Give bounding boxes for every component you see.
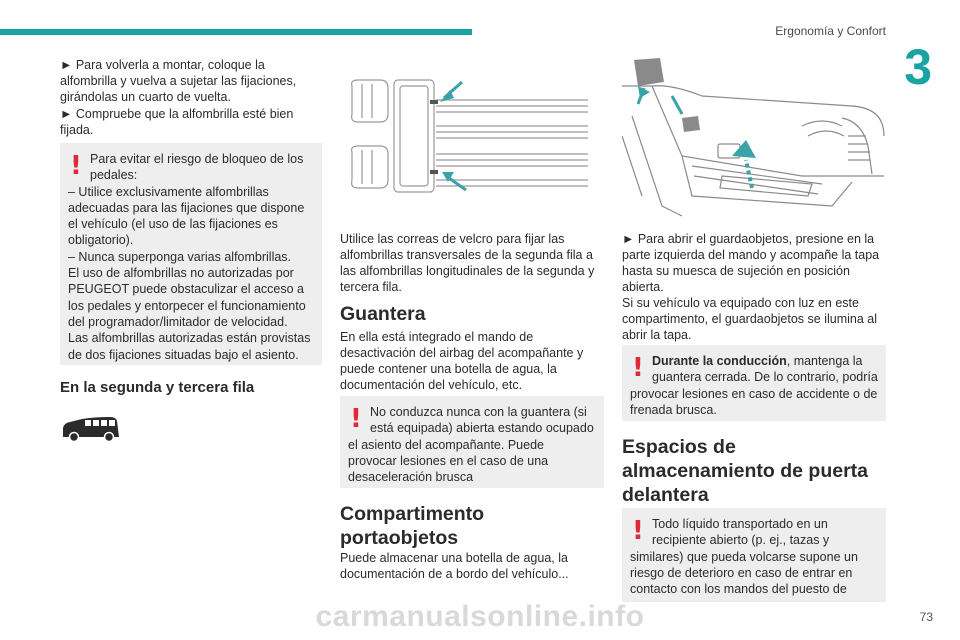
- van-icon: [60, 416, 122, 444]
- header-title: Ergonomía y Confort: [775, 24, 886, 38]
- warning-text: – Utilice exclusivamente alfombrillas adecuadas para las fijaciones que dispone el vehículo (el uso de las fijaciones es obligatorio). – Nunca superponga varias alfombrillas. El uso de alfombrillas no autorizadas por PEUGEOT puede obstaculizar el acceso a los pedales y entorpecer el funcionamiento del programador/limitador de velocidad. Las alfombrillas autorizadas están provistas de dos fijaciones situadas bajo el asiento.: [68, 184, 311, 362]
- chapter-number: 3: [904, 39, 932, 95]
- warning-box-liquids: [622, 508, 886, 602]
- paragraph-velcro: Utilice las correas de velcro para fijar las alfombrillas transversales de la segunda fila a las alfombrillas longitudinales de la segunda y tercera fila.: [340, 232, 595, 294]
- paragraph-open-glovebox: ► Para abrir el guardaobjetos, presione en la parte izquierda del mando y acompañe la tapa hasta su muesca de sujeción en posición abierta.: [622, 232, 880, 294]
- warning-box-pedals: [60, 143, 322, 365]
- warning-text: provocar lesiones en caso de accidente o de frenada brusca.: [630, 386, 878, 417]
- heading-second-third-row: En la segunda y tercera fila: [60, 379, 255, 396]
- paragraph-guantera: En ella está integrado el mando de desactivación del airbag del acompañante y puede contener una botella de agua, la documentación del vehículo, etc.: [340, 330, 584, 392]
- warning-text-first: No conduzca nunca con la guantera (si está equipada) abierta estando ocupado: [370, 405, 594, 436]
- paragraph-light: Si su vehículo va equipado con luz en este compartimento, el guardaobjetos se ilumina al abrir la tapa.: [622, 296, 877, 342]
- floor-mats-illustration: [344, 66, 602, 208]
- glovebox-illustration: [622, 56, 886, 224]
- warning-bold: Durante la conducción: [652, 354, 787, 368]
- warning-text: similares) que pueda volcarse supone un riesgo de deterioro en caso de entrar en contacto con los mandos del puesto de: [630, 549, 858, 597]
- warning-icon: !: [632, 353, 644, 383]
- paragraph-remount: ► Para volverla a montar, coloque la alfombrilla y vuelva a sujetar las fijaciones, girándolas un cuarto de vuelta.: [60, 58, 297, 104]
- watermark: carmanualsonline.info: [315, 600, 645, 633]
- warning-text-first: , mantenga la guantera cerrada. De lo contrario, podría: [652, 354, 878, 385]
- paragraph-check: ► Compruebe que la alfombrilla esté bien fijada.: [60, 107, 294, 137]
- warning-box-guantera: [340, 396, 604, 488]
- warning-text-first: Todo líquido transportado en un recipiente abierto (p. ej., tazas y: [652, 517, 830, 548]
- warning-text-first: Para evitar el riesgo de bloqueo de los pedales:: [90, 152, 304, 183]
- warning-box-driving: [622, 345, 886, 421]
- page-number: 73: [919, 610, 933, 624]
- warning-icon: !: [632, 516, 644, 546]
- heading-guantera: Guantera: [340, 303, 426, 325]
- warning-icon: !: [350, 404, 362, 434]
- paragraph-compartimento: Puede almacenar una botella de agua, la documentación de a bordo del vehículo...: [340, 551, 569, 581]
- warning-icon: !: [70, 151, 82, 181]
- heading-compartimento: Compartimento portaobjetos: [340, 503, 485, 549]
- warning-text: el asiento del acompañante. Puede provocar lesiones en el caso de una desaceleración brusca: [348, 437, 549, 485]
- header-accent-bar: [0, 29, 472, 35]
- heading-espacios: Espacios de almacenamiento de puerta delantera: [622, 436, 868, 506]
